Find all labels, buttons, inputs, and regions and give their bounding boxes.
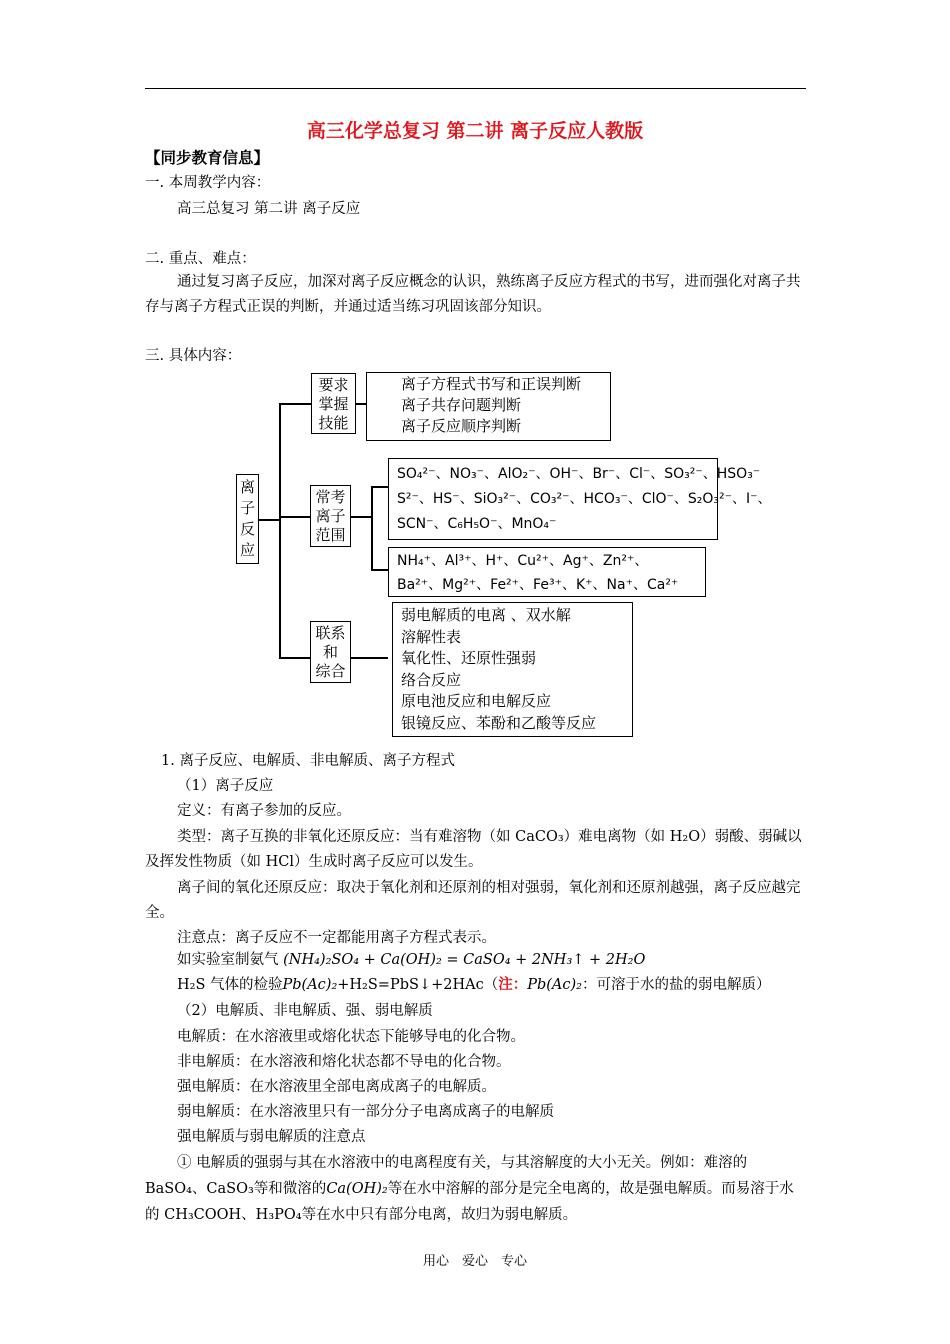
section-3-heading: 三. 具体内容： [145, 348, 242, 364]
branch1-box [311, 373, 356, 434]
section-1-heading: 一. 本周教学内容： [145, 175, 271, 191]
h2s-equation: +H₂S=PbS↓+2HAc（ [337, 977, 499, 993]
list-item: 原电池反应和电解反应 [401, 692, 552, 711]
branch-label-line: 范围 [315, 526, 346, 544]
redox-paragraph: 离子间的氧化还原反应：取决于氧化剂和还原剂的相对强弱，氧化剂和还原剂越强，离子反应越完全。 [145, 880, 801, 921]
anion-line: SCN⁻、C₆H₅O⁻、MnO₄⁻ [397, 516, 557, 532]
notes-text-a: ① 电解质的强弱与其在水溶液中的电离程度有关，与其溶解度的大小无关。例如：难溶的 BaSO₄、CaSO₃等和微溶的 [145, 1155, 748, 1197]
list-item: 银镜反应、苯酚和乙酸等反应 [401, 713, 597, 732]
branch-label-line: 要求 [318, 376, 349, 394]
branch3-out [350, 657, 388, 659]
definition-line: 定义：有离子参加的反应。 [177, 803, 351, 819]
note-label: 注： [498, 976, 528, 993]
nonelectrolyte-def: 非电解质：在水溶液和熔化状态都不导电的化合物。 [177, 1054, 511, 1070]
branch-label-line: 常考 [315, 488, 346, 506]
cations-box [388, 547, 706, 597]
branch-label-line: 和 [322, 643, 338, 661]
lead-acetate-formula: Pb(Ac)₂ [282, 977, 338, 993]
synthesis-box [392, 602, 633, 737]
root-box [236, 474, 259, 564]
root-char: 应 [239, 541, 255, 559]
branch-label-line: 掌握 [318, 395, 349, 413]
branch2-connector [279, 516, 310, 518]
section-2-body: 通过复习离子反应，加深对离子反应概念的认识，熟练离子反应方程式的书写，进而强化对离子共存与离子方程式正误的判断，并通过适当练习巩固该部分知识。 [145, 274, 801, 315]
section-2-heading: 二. 重点、难点： [145, 251, 256, 267]
branch-label-line: 离子 [315, 507, 346, 525]
notes-paragraph [145, 1150, 807, 1228]
list-item: 弱电解质的电离 、双水解 [401, 606, 571, 624]
ammonia-text: 如实验室制氨气 [177, 952, 279, 968]
list-item: 离子方程式书写和正误判断 [401, 375, 582, 393]
root-char: 离 [239, 478, 255, 496]
list-item: 氧化性、还原性强弱 [401, 649, 537, 668]
type-paragraph: 类型：离子互换的非氧化还原反应：当有难溶物（如 CaCO₃）难电离物（如 H₂O）弱酸、弱碱以及挥发性物质（如 HCl）生成时离子反应可以发生。 [145, 829, 802, 870]
subsection-1-heading: 1. 离子反应、电解质、非电解质、离子方程式 [161, 753, 455, 769]
notes-heading: 强电解质与弱电解质的注意点 [177, 1129, 366, 1145]
trunk-line [279, 403, 281, 658]
cations-connector [371, 569, 388, 571]
anion-line: S²⁻、HS⁻、SiO₃²⁻、CO₃²⁻、HCO₃⁻、ClO⁻、S₂O₃²⁻、I⁻、 [397, 491, 772, 507]
section-1-body: 高三总复习 第二讲 离子反应 [177, 201, 361, 217]
skills-box [366, 372, 611, 441]
h2s-line [177, 975, 770, 995]
branch-label-line: 综合 [315, 662, 346, 680]
weak-electrolyte-def: 弱电解质：在水溶液里只有一部分分子电离成离子的电解质 [177, 1104, 554, 1120]
branch-label-line: 联系 [315, 624, 346, 642]
notes-text-b: 等在水中溶解的部分是完全电离的，故是强电解质。而易溶于水的 CH₃COOH、H₃PO₄等在水中只有部分电离，故归为弱电解质。 [145, 1181, 794, 1223]
root-connector [258, 519, 280, 521]
branch3-connector [279, 657, 310, 659]
anions-box [388, 458, 772, 540]
page-footer: 用心 爱心 专心 [422, 1254, 527, 1269]
subsection-1-1: （1）离子反应 [177, 778, 274, 794]
page-title: 高三化学总复习 第二讲 离子反应人教版 [306, 120, 644, 142]
anions-connector [371, 486, 388, 488]
branch-label-line: 技能 [318, 414, 349, 432]
electrolyte-def: 电解质：在水溶液里或熔化状态下能够导电的化合物。 [177, 1029, 525, 1045]
branch3-box [310, 621, 351, 683]
lead-acetate-formula: Pb(Ac)₂ [527, 977, 582, 993]
branch2-split [371, 486, 373, 570]
h2s-note-text: ：可溶于水的盐的弱电解质） [581, 977, 771, 993]
section-header: 【同步教育信息】 [145, 148, 270, 167]
branch2-out [350, 516, 372, 518]
cation-line: NH₄⁺、Al³⁺、H⁺、Cu²⁺、Ag⁺、Zn²⁺、 [397, 553, 649, 569]
subsection-1-2: （2）电解质、非电解质、强、弱电解质 [177, 1003, 433, 1019]
strong-electrolyte-def: 强电解质：在水溶液里全部电离成离子的电解质。 [177, 1079, 496, 1095]
list-item: 离子共存问题判断 [401, 396, 522, 414]
anion-line: SO₄²⁻、NO₃⁻、AlO₂⁻、OH⁻、Br⁻、Cl⁻、SO₃²⁻、HSO₃⁻ [397, 466, 761, 482]
root-char: 反 [239, 520, 255, 538]
ammonia-equation: (NH₄)₂SO₄ + Ca(OH)₂ = CaSO₄ + 2NH₃↑ + 2H₂O [283, 952, 646, 968]
list-item: 络合反应 [401, 670, 462, 689]
list-item: 溶解性表 [401, 627, 462, 646]
note-line: 注意点：离子反应不一定都能用离子方程式表示。 [177, 930, 496, 946]
ammonia-line [177, 950, 645, 970]
root-char: 子 [239, 499, 255, 517]
calcium-hydroxide-formula: Ca(OH)₂ [326, 1181, 388, 1197]
branch2-box [310, 485, 351, 547]
list-item: 离子反应顺序判断 [401, 417, 522, 435]
branch1-connector [279, 403, 311, 405]
cation-line: Ba²⁺、Mg²⁺、Fe²⁺、Fe³⁺、K⁺、Na⁺、Ca²⁺ [397, 577, 679, 593]
h2s-text: H₂S 气体的检验 [177, 977, 283, 993]
